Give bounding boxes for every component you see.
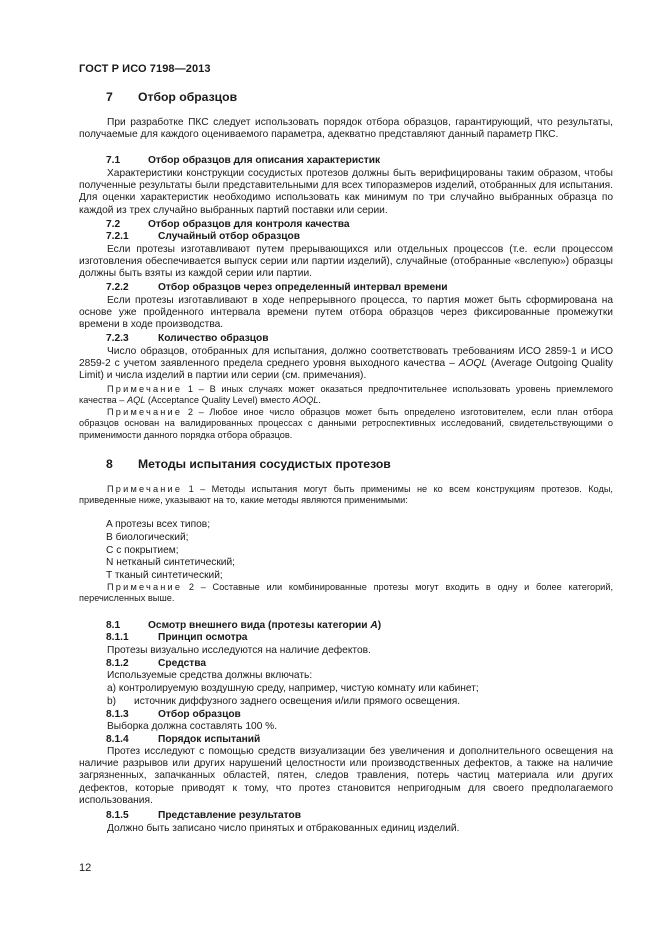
list-item: C с покрытием;	[106, 544, 179, 556]
paragraph-7-2-3: Число образцов, отобранных для испытания, должно соответствовать требованиям ИСО 2859-1 и ИСО 2859-2 с учетом заявленного предела среднего уровня выходного качества – AOQL (Average Outgoing Quality Limit) и числа изделий в партии или серии (см. примечания).	[79, 346, 613, 382]
paragraph-7-2-2: Если протезы изготавливают в ходе непрерывного процесса, то партия может быть сформирована на основе уже пройденного интервала времени путем отбора образцов через фиксированные промежутки времени в ходе производства.	[79, 295, 613, 331]
paragraph-8-1-1: Протезы визуально исследуются на наличие дефектов.	[107, 645, 371, 656]
paragraph-8-1-3: Выборка должна составлять 100 %.	[107, 721, 278, 732]
section-7-heading	[106, 90, 237, 104]
paragraph-8-1-4: Протез исследуют с помощью средств визуализации без увеличения и дополнительного освещения на наличие разрывов или других нарушений целостности или производственных дефектов, а также на наличие загрязненных, запачканных областей, пятен, следов травления, потерь частиц материала или других дефектов, которые приводят к тому, что протез становится непригодным для своего предполагаемого использования.	[79, 746, 613, 806]
subsection-8-1-2-heading: 8.1.2 Средства	[106, 658, 207, 669]
note-8-1: Примечание 1 – Методы испытания могут быть применимы не ко всем конструкциям протезов. Коды, приведенные ниже, указывают на то, какие методы являются применимыми:	[79, 484, 613, 506]
subsection-7-2-2-heading: 7.2.2 Отбор образцов через определенный интервал времени	[106, 282, 448, 293]
list-item: T тканый синтетический;	[106, 570, 223, 582]
section-title: Методы испытания сосудистых протезов	[138, 457, 391, 471]
category-codes-list	[106, 519, 235, 583]
subsection-8-1-heading: 8.1 Осмотр внешнего вида (протезы категории A)	[106, 620, 382, 631]
section-number: 7	[106, 90, 113, 104]
note-8-2: Примечание 2 – Составные или комбинированные протезы могут входить в одну и более категорий, перечисленных выше.	[79, 582, 613, 604]
subsection-8-1-1-heading: 8.1.1 Принцип осмотра	[106, 632, 248, 643]
section-title: Отбор образцов	[138, 90, 238, 104]
list-item-8-1-2-a: a) контролируемую воздушную среду, например, чистую комнату или кабинет;	[107, 683, 479, 694]
subsection-7-2-3-heading: 7.2.3 Количество образцов	[106, 333, 269, 344]
section-8-heading	[106, 457, 391, 471]
list-item-8-1-2-b: b) источник диффузного заднего освещения и/или прямого освещения.	[107, 696, 461, 707]
subsection-7-2-1-heading: 7.2.1 Случайный отбор образцов	[106, 231, 301, 242]
paragraph-7-1: Характеристики конструкции сосудистых протезов должны быть верифицированы таким образом, чтобы полученные результаты были представительными для всех типоразмеров изделий, отобранных для испытания. Для оценки характеристик необходимо использовать как минимум по три случайно выбранных образца по каждой из трех случайно выбранных партий поставки или серии.	[79, 168, 613, 216]
paragraph-8-1-5: Должно быть записано число принятых и отбракованных единиц изделий.	[107, 823, 460, 834]
document-header: ГОСТ Р ИСО 7198—2013	[79, 63, 211, 75]
page-number: 12	[79, 862, 92, 874]
subsection-8-1-4-heading: 8.1.4 Порядок испытаний	[106, 734, 261, 745]
list-item: N нетканый синтетический;	[106, 557, 236, 569]
paragraph-7-intro: При разработке ПКС следует использовать порядок отбора образцов, гарантирующий, что результаты, получаемые для каждого оцениваемого параметра, адекватно представляют данный параметр ПКС.	[79, 117, 613, 141]
subsection-8-1-3-heading: 8.1.3 Отбор образцов	[106, 709, 241, 720]
list-item: A протезы всех типов;	[106, 519, 211, 530]
subsection-7-1-heading: 7.1 Отбор образцов для описания характеристик	[106, 155, 381, 166]
note-7-2-3-2: Примечание 2 – Любое иное число образцов может быть определено изготовителем, если план отбора образцов основан на валидированных процессах с данными ретроспективных исследований, свидетельствующими о применимости данного порядка отбора образцов.	[79, 407, 613, 440]
subsection-7-2-heading: 7.2 Отбор образцов для контроля качества	[106, 219, 350, 230]
paragraph-8-1-2: Используемые средства должны включать:	[107, 670, 313, 681]
subsection-8-1-5-heading: 8.1.5 Представление результатов	[106, 810, 301, 821]
section-number: 8	[106, 457, 113, 471]
note-7-2-3-1: Примечание 1 – В иных случаях может оказаться предпочтительнее использовать уровень приемлемого качества – AQL (Acceptance Quality Level) вместо AOQL.	[79, 384, 613, 406]
paragraph-7-2-1: Если протезы изготавливают путем прерывающихся или отдельных процессов (т.е. если процессом изготовления обеспечивается выпуск серии или партии изделий), случайные (отобранные «вслепую») образцы должны быть взяты из каждой серии или партии.	[79, 244, 613, 280]
list-item: B биологический;	[106, 531, 189, 543]
